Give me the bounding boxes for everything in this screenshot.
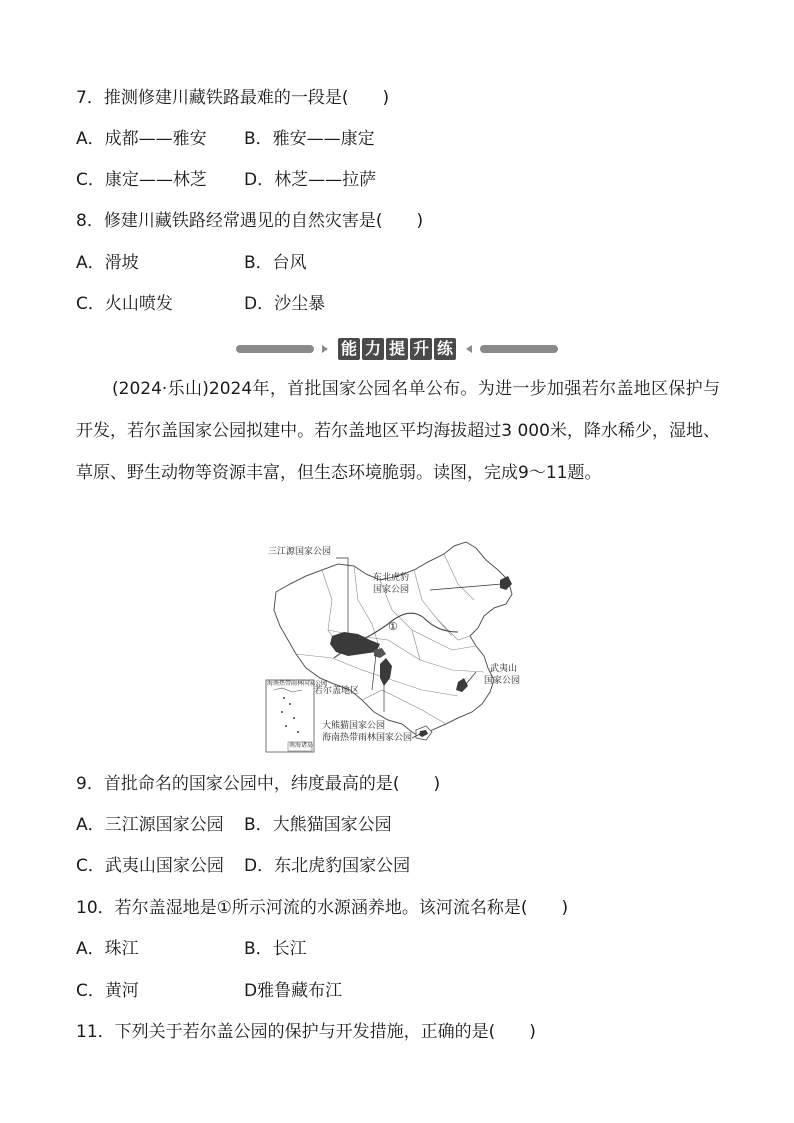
question-8-stem: 8．修建川藏铁路经常遇见的自然灾害是( ) [76,211,424,231]
banner-right-arrow-icon [322,345,328,353]
question-7-option-b: B．雅安——康定 [244,129,375,149]
banner-right-bar [480,345,558,353]
question-9-option-c: C．武夷山国家公园 [76,856,224,876]
question-8-option-a: A．滑坡 [76,253,139,273]
section-title-char: 力 [362,338,384,360]
label-marker-1: ① [388,620,398,633]
question-10-stem: 10．若尔盖湿地是①所示河流的水源涵养地。该河流名称是( ) [76,898,569,918]
label-northeast-tiger-leopard-1: 东北虎豹 [373,573,410,583]
banner-left-bar [236,345,314,353]
label-inset-title: 海南热带雨林国家公园 [267,680,328,687]
section-title-char: 能 [338,338,360,360]
question-8-option-b: B．台风 [244,253,307,273]
label-hainan: 海南热带雨林国家公园 [322,733,413,743]
question-9-option-b: B．大熊猫国家公园 [244,815,392,835]
reading-passage: (2024·乐山)2024年，首批国家公园名单公布。为进一步加强若尔盖地区保护与开发，若尔盖国家公园拟建中。若尔盖地区平均海拔超过3 000米，降水稀少，湿地、草原、野生动物等资源丰富，但生态环境脆弱。读图，完成9～11题。 [76,379,720,483]
question-7-option-a: A．成都——雅安 [76,129,207,149]
section-title-char: 升 [410,338,432,360]
section-title [338,338,456,360]
label-south-china-sea: 南海诸岛 [289,742,314,749]
label-wuyishan-1: 武夷山 [490,664,518,674]
question-9-option-d: D．东北虎豹国家公园 [244,856,411,876]
question-8-option-c: C．火山喷发 [76,294,173,314]
label-sanjiangyuan: 三江源国家公园 [268,547,332,557]
label-northeast-tiger-leopard-2: 国家公园 [373,585,410,595]
question-10-option-a: A．珠江 [76,939,139,959]
question-7-stem: 7．推测修建川藏铁路最难的一段是( ) [76,88,390,108]
label-giant-panda: 大熊猫国家公园 [322,721,386,731]
question-10-option-c: C．黄河 [76,981,139,1001]
question-9-option-a: A．三江源国家公园 [76,815,224,835]
question-8-option-d: D．沙尘暴 [244,294,326,314]
question-10-option-b: B．长江 [244,939,307,959]
label-wuyishan-2: 国家公园 [484,676,521,686]
question-9-stem: 9．首批命名的国家公园中，纬度最高的是( ) [76,774,441,794]
question-11-stem: 11．下列关于若尔盖公园的保护与开发措施，正确的是( ) [76,1022,536,1042]
section-title-char: 提 [386,338,408,360]
question-10-option-d: D雅鲁藏布江 [244,981,343,1001]
banner-left-arrow-icon [466,345,472,353]
section-banner [236,338,558,360]
label-ruoergai: 若尔盖地区 [314,686,360,696]
china-national-parks-map [262,540,532,754]
section-title-char: 练 [434,338,456,360]
question-7-option-d: D．林芝——拉萨 [244,170,377,190]
question-7-option-c: C．康定——林芝 [76,170,207,190]
